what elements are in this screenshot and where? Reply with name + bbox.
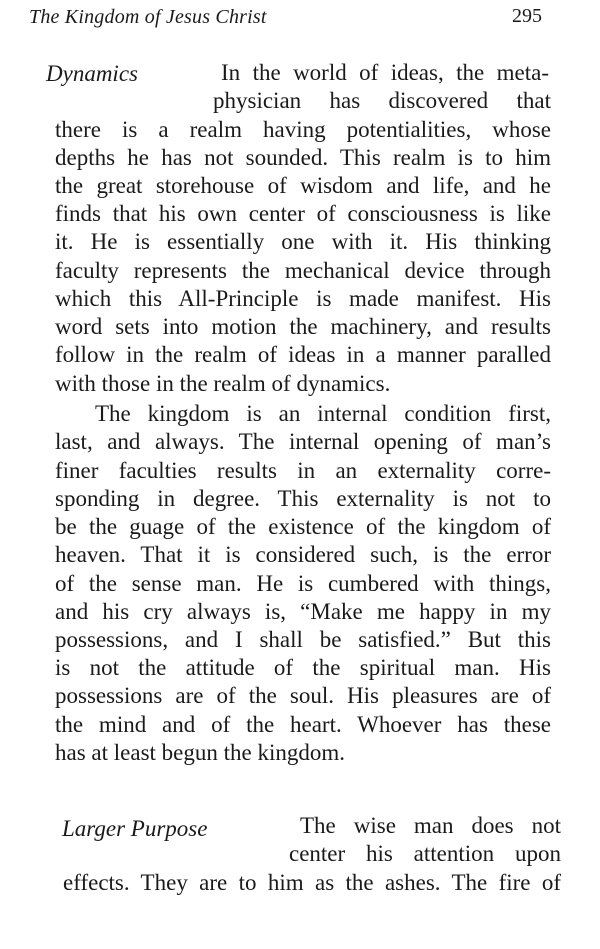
page-header (29, 6, 570, 32)
text-line: In the world of ideas, the meta- (221, 60, 549, 85)
text-line: finer faculties results in an externality corre- (55, 458, 551, 483)
text-line: The wise man does not (300, 813, 561, 838)
text-line: is not the attitude of the spiritual man. His (55, 655, 551, 680)
text-line: physician has discovered that (213, 88, 551, 113)
page-number: 295 (512, 5, 542, 27)
text-line: of the sense man. He is cumbered with things, (55, 571, 551, 596)
text-line: center his attention upon (289, 841, 561, 866)
text-line: and his cry always is, “Make me happy in my (55, 599, 551, 624)
text-line: finds that his own center of consciousness is like (55, 201, 551, 226)
text-line: last, and always. The internal opening of man’s (55, 429, 551, 454)
text-line: which this All-Principle is made manifest. His (55, 286, 551, 311)
text-line: with those in the realm of dynamics. (55, 371, 391, 396)
text-line: be the guage of the existence of the kingdom of (55, 514, 551, 539)
text-line: word sets into motion the machinery, and results (55, 314, 551, 339)
text-line: The kingdom is an internal condition first, (95, 401, 551, 426)
text-line: follow in the realm of ideas in a manner paralled (55, 342, 551, 367)
text-line: the mind and of the heart. Whoever has these (55, 712, 551, 737)
section-heading-dynamics: Dynamics (46, 61, 138, 86)
text-line: effects. They are to him as the ashes. The fire of (63, 870, 561, 895)
text-line: heaven. That it is considered such, is the error (55, 542, 551, 567)
text-line: there is a realm having potentialities, whose (55, 117, 551, 142)
text-line: depths he has not sounded. This realm is to him (55, 145, 551, 170)
section-heading-larger-purpose: Larger Purpose (62, 816, 208, 841)
text-line: it. He is essentially one with it. His thinking (55, 229, 551, 254)
text-line: possessions are of the soul. His pleasures are of (55, 683, 551, 708)
text-line: the great storehouse of wisdom and life, and he (55, 173, 551, 198)
running-title: The Kingdom of Jesus Christ (29, 6, 267, 28)
text-line: faculty represents the mechanical device through (55, 258, 551, 283)
text-line: has at least begun the kingdom. (55, 740, 345, 765)
text-line: possessions, and I shall be satisfied.” But this (55, 627, 551, 652)
text-line: sponding in degree. This externality is not to (55, 486, 551, 511)
